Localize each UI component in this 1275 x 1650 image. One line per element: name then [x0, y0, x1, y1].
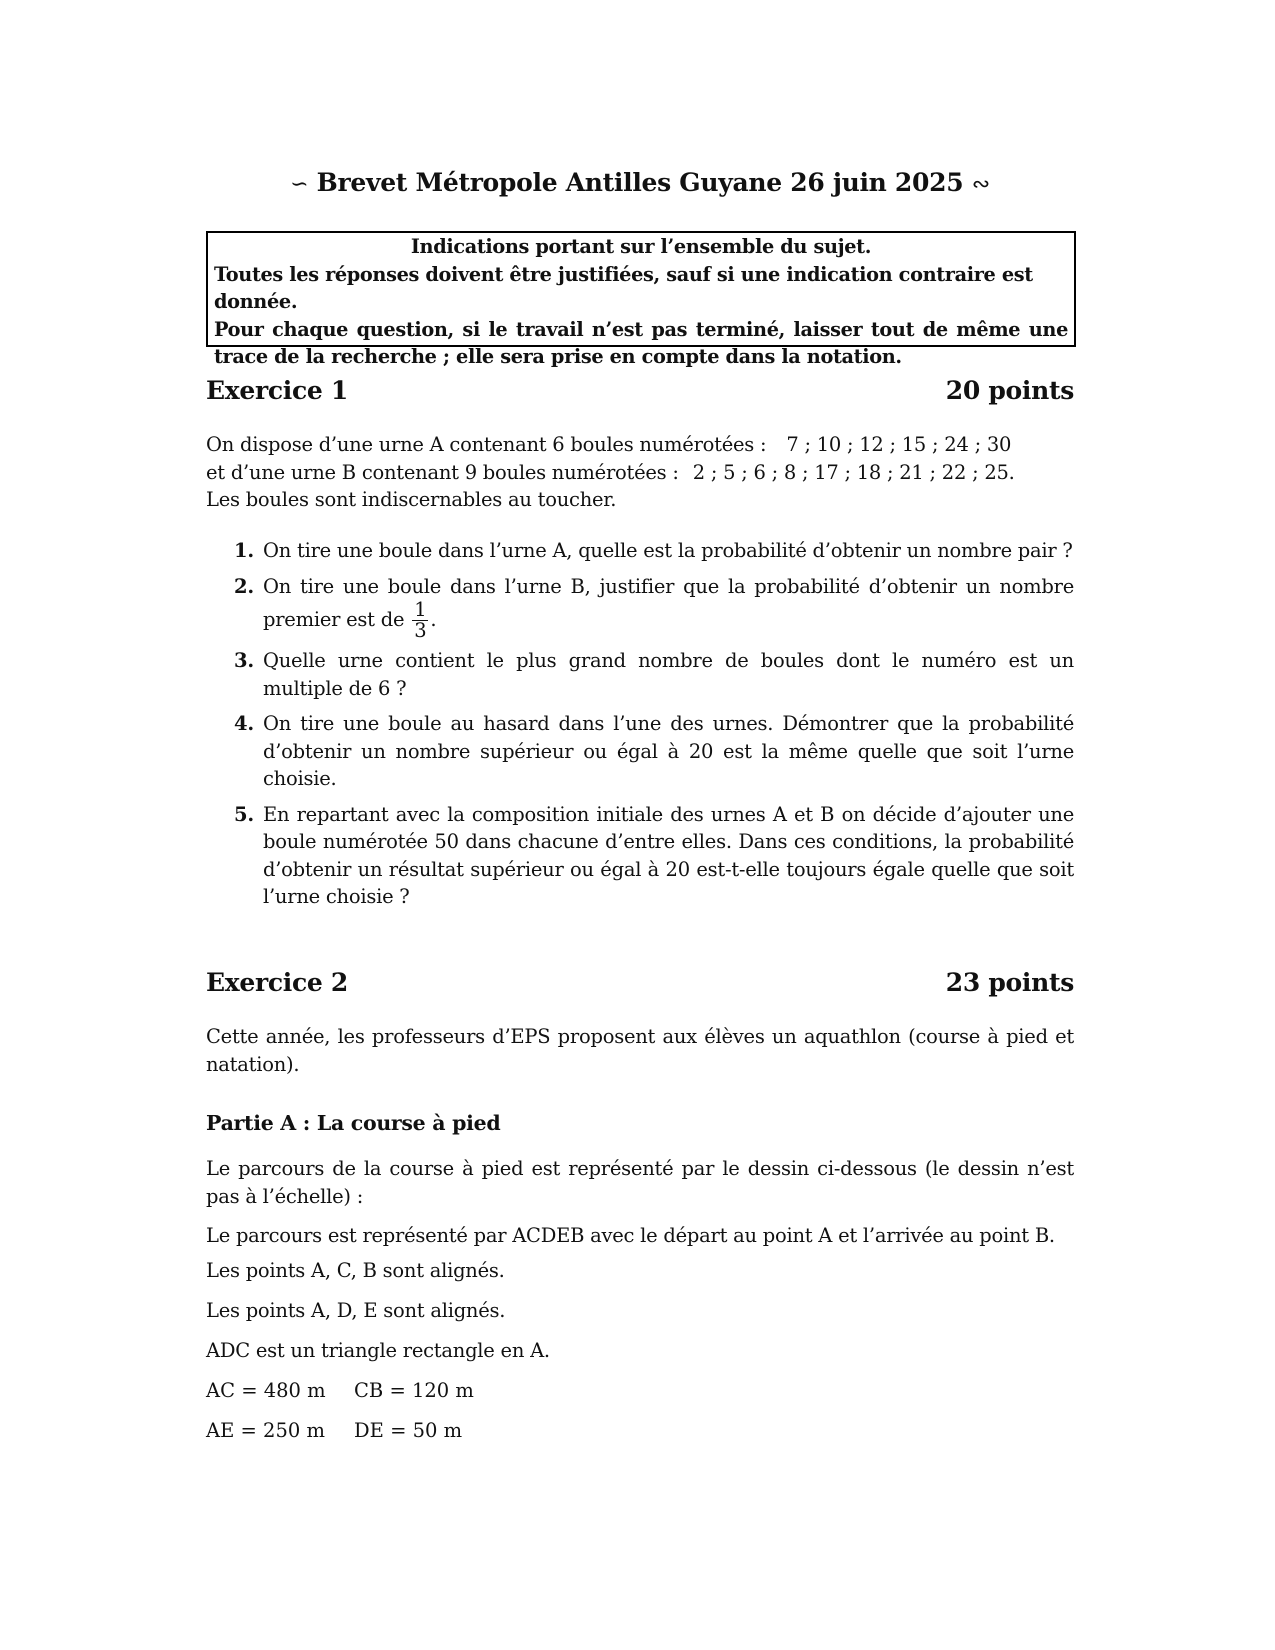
exercise-2-intro: Cette année, les professeurs d’EPS proposent aux élèves un aquathlon (course à pied et natation).: [206, 1025, 1074, 1076]
question-number: 2.: [234, 574, 254, 598]
exercise-1-header: [206, 376, 1074, 405]
exercise-1-questions: [206, 537, 1074, 911]
ornament-left-icon: ∽: [290, 172, 309, 197]
urn-note: Les boules sont indiscernables au toucher.: [206, 488, 617, 511]
fact-2: Les points A, C, B sont alignés.: [206, 1259, 505, 1282]
question-number: 5.: [234, 802, 254, 826]
question-text: On tire une boule dans l’urne B, justifier que la probabilité d’obtenir un nombre premier est de: [263, 574, 1074, 631]
question-text: Quelle urne contient le plus grand nombre de boules dont le numéro est un multiple de 6 ?: [263, 649, 1074, 700]
measure-cb: CB = 120 m: [354, 1379, 474, 1402]
question-text: En repartant avec la composition initiale des urnes A et B on décide d’ajouter une boule numérotée 50 dans chacune d’entre elles. Dans ces conditions, la probabilité d’obtenir un résultat supérieur ou égal à 20 est-t-elle toujours égale quelle que soit l’urne choisie ?: [263, 802, 1074, 908]
part-a-title: Partie A : La course à pied: [206, 1111, 501, 1135]
question-number: 1.: [234, 539, 254, 562]
question-1: [206, 537, 1074, 565]
fraction-numerator: 1: [414, 598, 427, 621]
question-punct: .: [430, 608, 437, 631]
measure-de: DE = 50 m: [354, 1419, 463, 1442]
ornament-right-icon: ∾: [971, 172, 990, 197]
urn-a-values: 7 ; 10 ; 12 ; 15 ; 24 ; 30: [786, 433, 1012, 456]
page-title: [206, 168, 1074, 197]
question-3: [206, 647, 1074, 702]
fact-1: Le parcours est représenté par ACDEB avec le départ au point A et l’arrivée au point B.: [206, 1224, 1055, 1247]
question-text: On tire une boule dans l’urne A, quelle est la probabilité d’obtenir un nombre pair ?: [263, 539, 1073, 562]
fact-4: ADC est un triangle rectangle en A.: [206, 1339, 550, 1362]
question-2: [206, 573, 1074, 642]
instructions-line-2: Pour chaque question, si le travail n’est pas terminé, laisser tout de même une trace de la recherche ; elle sera prise en compte dans la notation.: [214, 317, 1068, 368]
fraction-denominator: 3: [414, 619, 427, 642]
urn-b-values: 2 ; 5 ; 6 ; 8 ; 17 ; 18 ; 21 ; 22 ; 25.: [692, 460, 1015, 484]
title-text: Brevet Métropole Antilles Guyane 26 juin 2025: [316, 168, 964, 197]
question-number: 3.: [234, 649, 254, 672]
exercise-2-header: [206, 968, 1074, 997]
urn-a-intro: On dispose d’une urne A contenant 6 boules numérotées :: [206, 433, 767, 456]
instructions-heading: Indications portant sur l’ensemble du sujet.: [410, 235, 872, 258]
exercise-1-points: 20 points: [945, 376, 1074, 405]
question-4: [206, 710, 1074, 793]
exercise-2-title: Exercice 2: [206, 968, 348, 997]
measure-row-2: [206, 1419, 463, 1442]
measure-ae: AE = 250 m: [206, 1419, 325, 1442]
fact-3: Les points A, D, E sont alignés.: [206, 1299, 506, 1322]
measure-ac: AC = 480 m: [206, 1379, 326, 1402]
part-a-text: Le parcours de la course à pied est représenté par le dessin ci-dessous (le dessin n’est pas à l’échelle) :: [206, 1157, 1074, 1208]
instructions-line-1: Toutes les réponses doivent être justifiées, sauf si une indication contraire est donnée.: [214, 262, 1033, 313]
exercise-2-points: 23 points: [945, 968, 1074, 997]
exercise-1-title: Exercice 1: [206, 376, 348, 405]
exercise-1-intro: [206, 431, 1074, 514]
measure-row-1: [206, 1379, 474, 1402]
question-number: 4.: [234, 712, 254, 735]
fraction-one-third: [412, 600, 428, 641]
instructions-box: [206, 231, 1076, 368]
question-text: On tire une boule au hasard dans l’une des urnes. Démontrer que la probabilité d’obtenir un nombre supérieur ou égal à 20 est la même quelle que soit l’urne choisie.: [263, 712, 1074, 790]
question-5: [206, 801, 1074, 911]
urn-b-intro: et d’une urne B contenant 9 boules numérotées :: [206, 460, 679, 484]
